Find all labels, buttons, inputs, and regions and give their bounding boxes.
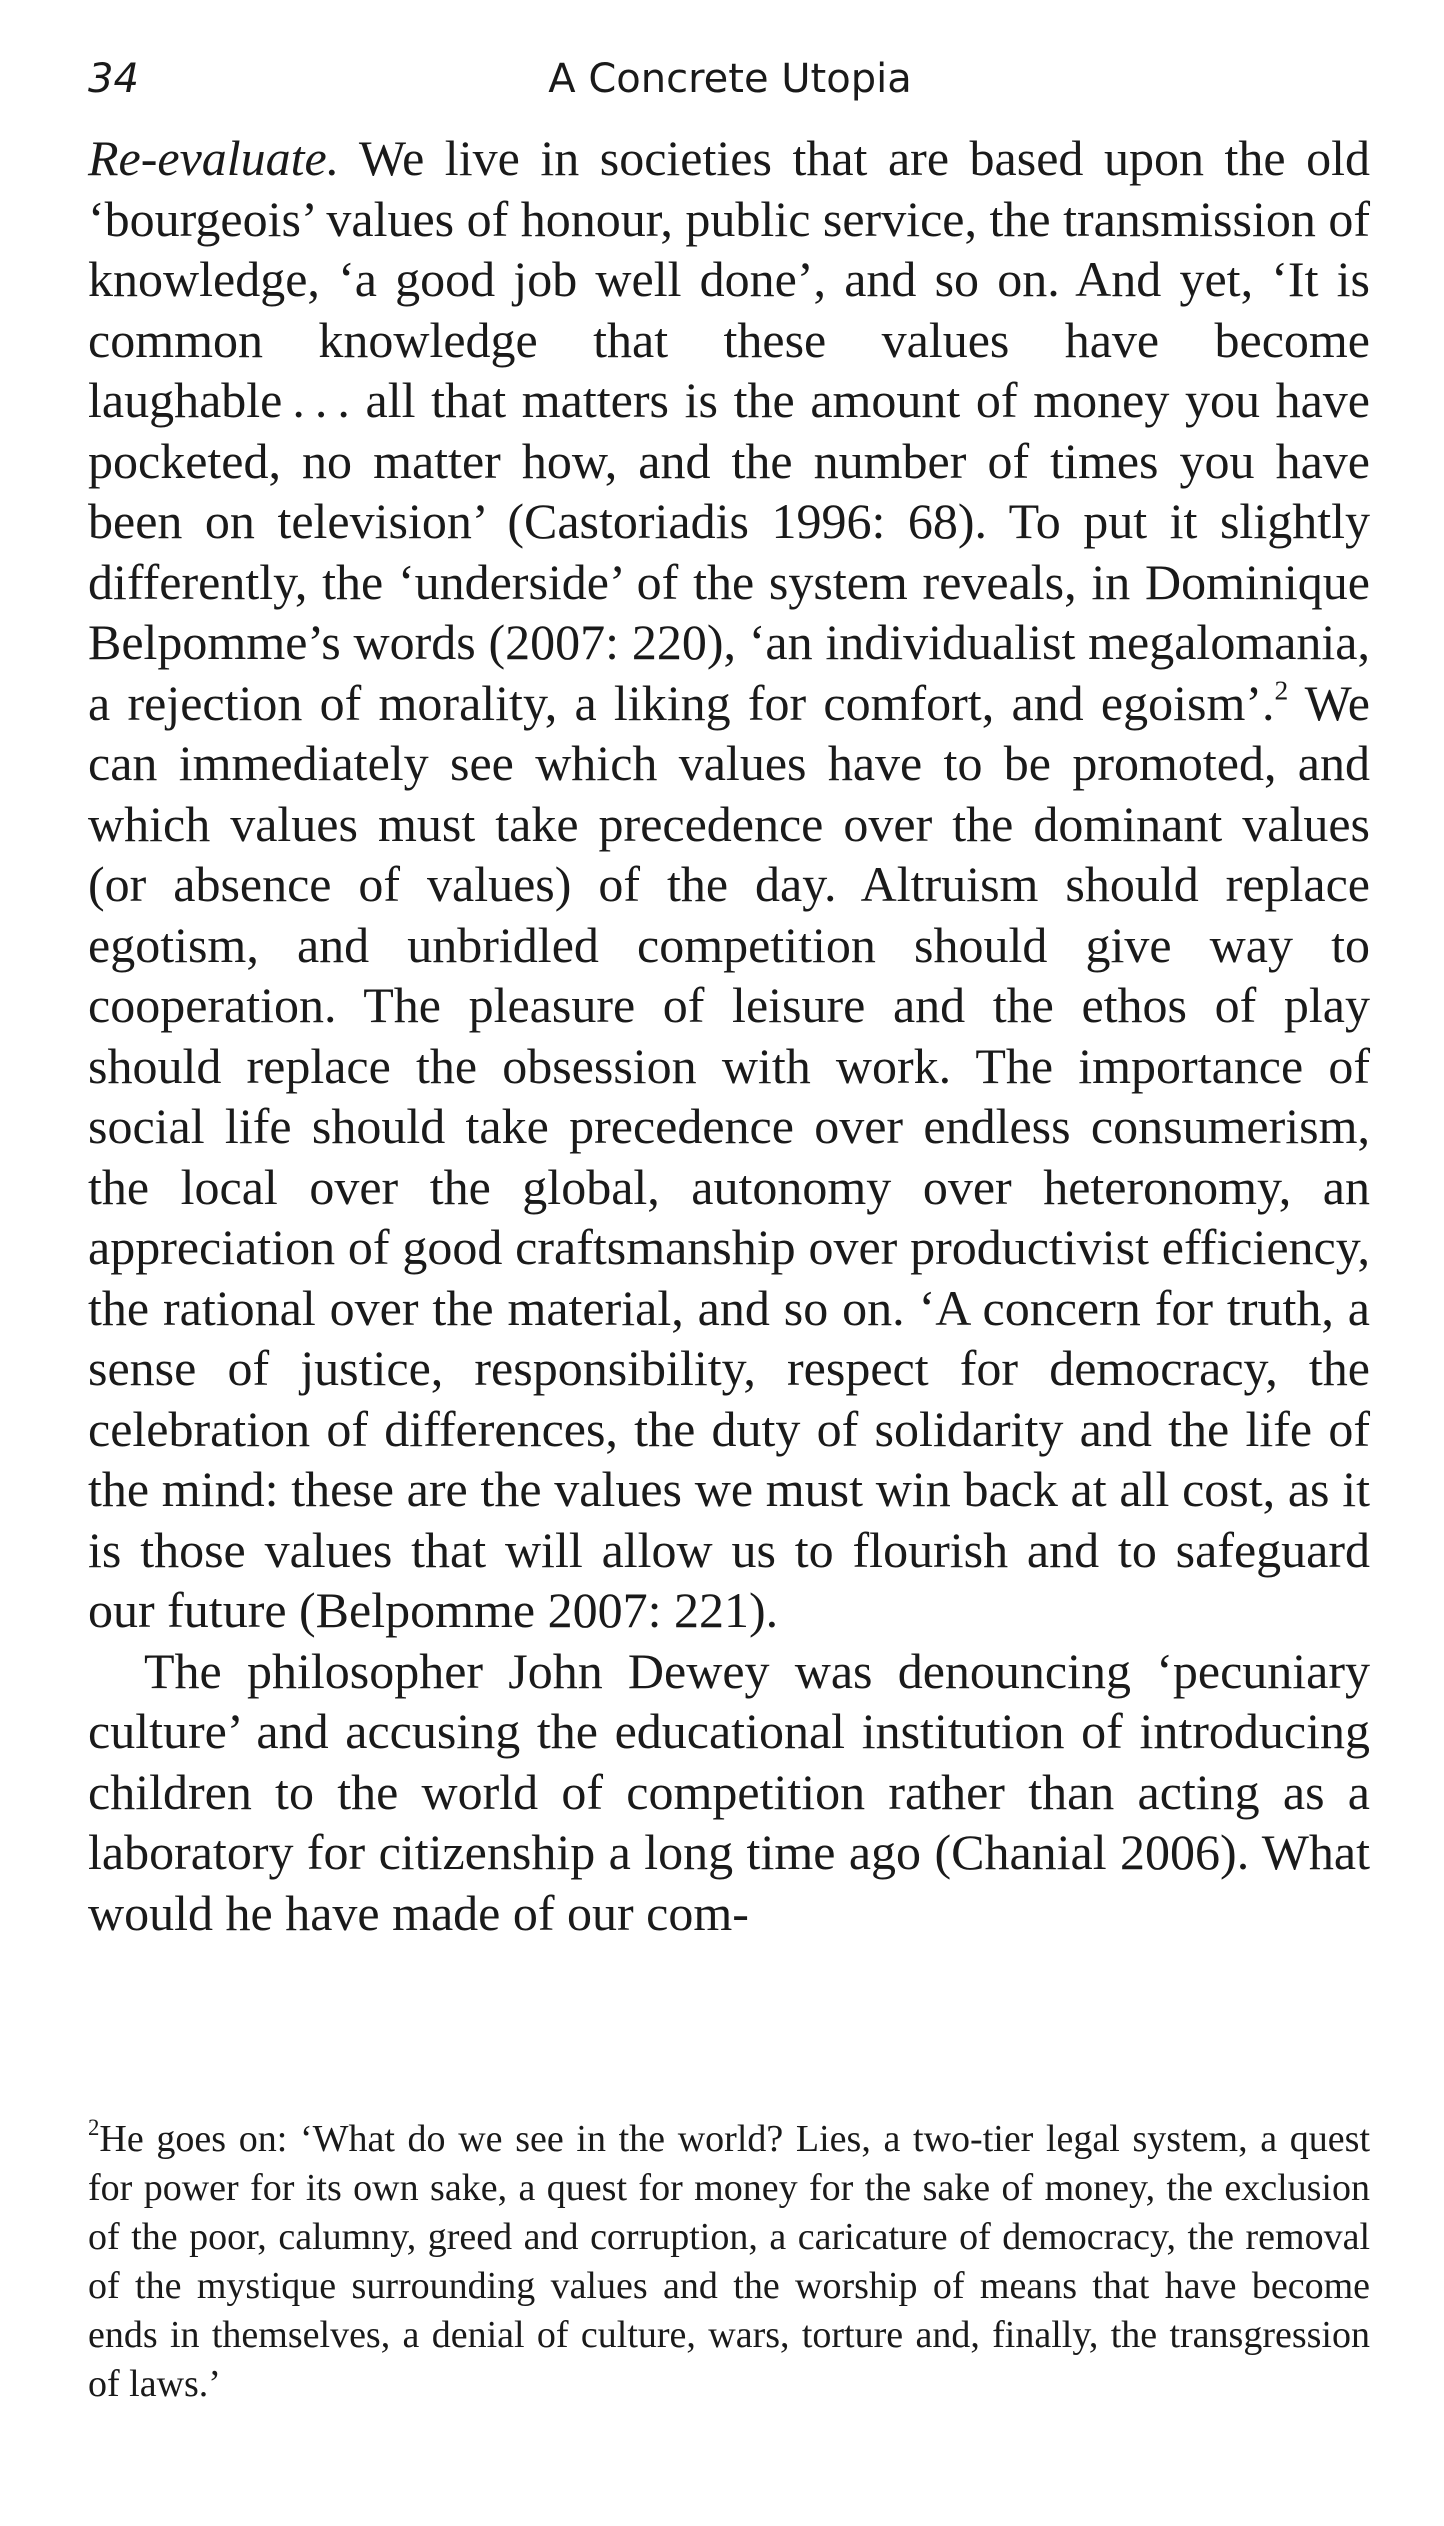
paragraph-1-text-a: We live in societies that are based upon the old ‘bourgeois’ values of honour, public service, the transmission of knowledge, ‘a good job well done’, and so on. And yet, ‘It is common knowledge that these values have become laughable . . . all that matters is the amount of money you have pocketed, no matter how, and the number of times you have been on television’ (Castoriadis 1996: 68). To put it slightly differently, the ‘underside’ of the system reveals, in Dominique Belpomme’s words (2007: 220), ‘an individualist megalomania, a rejection of morality, a liking for comfort, and egoism’.: [88, 130, 1370, 731]
footnote-text: He goes on: ‘What do we see in the world? Lies, a two-tier legal system, a quest for power for its own sake, a quest for money for the sake of money, the exclusion of the poor, calumny, greed and corruption, a caricature of democracy, the removal of the mystique surrounding values and the worship of means that have become ends in themselves, a denial of culture, wars, torture and, finally, the transgression of laws.’: [88, 2118, 1370, 2405]
page-header: [88, 44, 1372, 114]
page-number: 34: [88, 56, 139, 102]
footnote-reference-2[interactable]: 2: [1274, 673, 1289, 705]
paragraph-1: [88, 128, 1370, 1641]
paragraph-2: [88, 1641, 1370, 1944]
paragraph-2-text: The philosopher John Dewey was denouncing ‘pecuniary culture’ and accusing the educational institution of introducing children to the world of competition rather than acting as a laboratory for citizenship a long time ago (Chanial 2006). What would he have made of our com-: [88, 1642, 1370, 1941]
main-text: [88, 128, 1370, 1943]
footnote-2: [88, 2115, 1370, 2409]
section-lead-term: Re-evaluate.: [88, 130, 340, 186]
paragraph-1-text-b: We can immediately see which values have to be promoted, and which values must take precedence over the dominant values (or absence of values) of the day. Altruism should replace egotism, and unbridled competition should give way to cooperation. The pleasure of leisure and the ethos of play should replace the obsession with work. The importance of social life should take precedence over endless consumerism, the local over the global, autonomy over heteronomy, an appreciation of good craftsmanship over productivist efficiency, the rational over the material, and so on. ‘A concern for truth, a sense of justice, responsibility, respect for democracy, the celebration of differences, the duty of solidarity and the life of the mind: these are the values we must win back at all cost, as it is those values that will allow us to flourish and to safeguard our future (Belpomme 2007: 221).: [88, 674, 1370, 1638]
running-title: A Concrete Utopia: [548, 56, 912, 102]
footnote-marker: 2: [88, 2115, 100, 2141]
